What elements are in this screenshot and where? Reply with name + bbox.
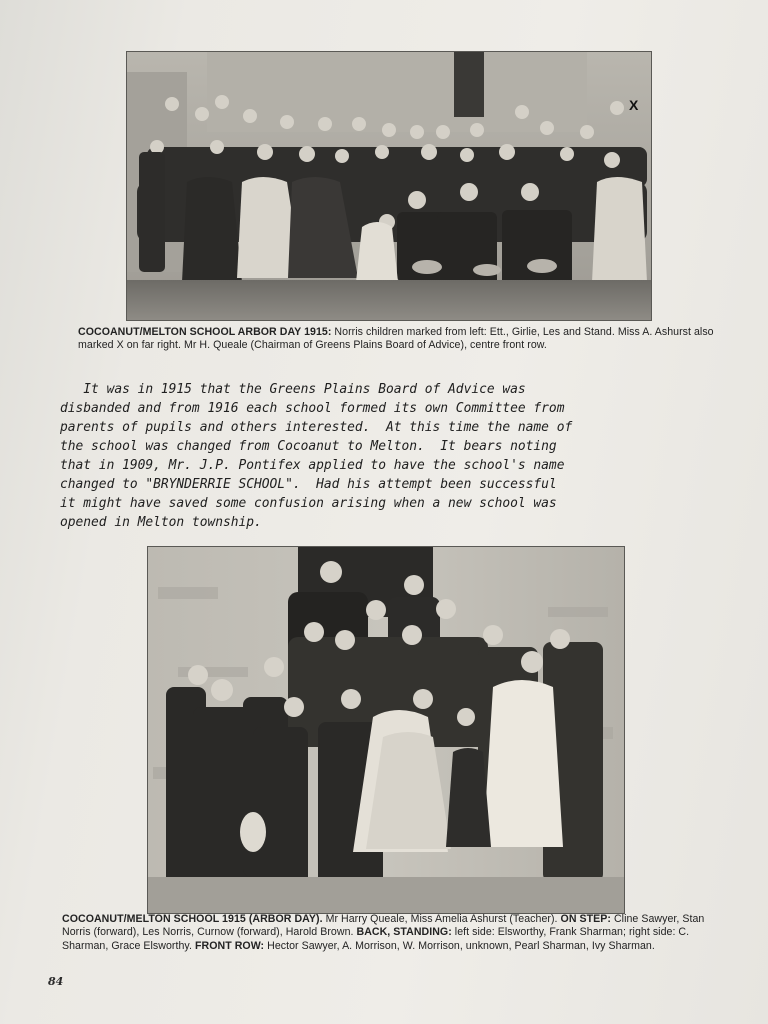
arbor-day-photo-caption: [78, 326, 718, 353]
caption2-text-back: left side: Elsworthy, Frank Sharman; right side: C. Sharman, Grace Elsworthy.: [62, 926, 690, 952]
back-standing-label: BACK, STANDING:: [356, 926, 452, 939]
caption1-title: COCOANUT/MELTON SCHOOL ARBOR DAY 1915:: [78, 326, 332, 338]
school-1915-photo-caption: [62, 913, 722, 953]
caption2-text-front: Hector Sawyer, A. Morrison, W. Morrison, unknown, Pearl Sharman, Ivy Sharman.: [264, 939, 655, 952]
caption2-title: COCOANUT/MELTON SCHOOL 1915 (ARBOR DAY).: [62, 913, 323, 925]
school-1915-photo-image: [148, 547, 624, 913]
paragraph-line: parents of pupils and others interested. At this time the name of: [60, 420, 573, 435]
school-1915-group-photo: [147, 546, 625, 914]
caption1-text: Norris children marked from left: Ett., Girlie, Les and Stand. Miss A. Ashurst also marked X on far right. Mr H. Queale (Chairman of Greens Plains Board of Advice), centre front row.: [78, 326, 714, 352]
arbor-day-photo-image: [127, 52, 651, 320]
front-row-label: FRONT ROW:: [194, 939, 265, 952]
caption2-text-teachers: Mr Harry Queale, Miss Amelia Ashurst (Teacher).: [322, 913, 561, 925]
page-number: 84: [48, 975, 64, 988]
caption2-text-on-step: Cline Sawyer, Stan Norris (forward), Les Norris, Curnow (forward), Harold Brown.: [62, 913, 705, 939]
paragraph-line: It was in 1915 that the Greens Plains Board of Advice was: [60, 382, 526, 397]
paragraph-line: the school was changed from Cocoanut to Melton. It bears noting: [60, 439, 557, 454]
on-step-label: ON STEP:: [560, 913, 611, 925]
paragraph-line: disbanded and from 1916 each school formed its own Committee from: [60, 401, 565, 416]
history-paragraph: [60, 380, 710, 532]
paragraph-line: changed to "BRYNDERRIE SCHOOL". Had his attempt been successful: [60, 477, 557, 492]
paragraph-line: it might have saved some confusion arising when a new school was: [60, 496, 557, 511]
paragraph-line: that in 1909, Mr. J.P. Pontifex applied to have the school's name: [60, 458, 565, 473]
arbor-day-group-photo: [126, 51, 652, 321]
paragraph-line: opened in Melton township.: [60, 515, 262, 530]
ashurst-marker: X: [629, 97, 639, 113]
